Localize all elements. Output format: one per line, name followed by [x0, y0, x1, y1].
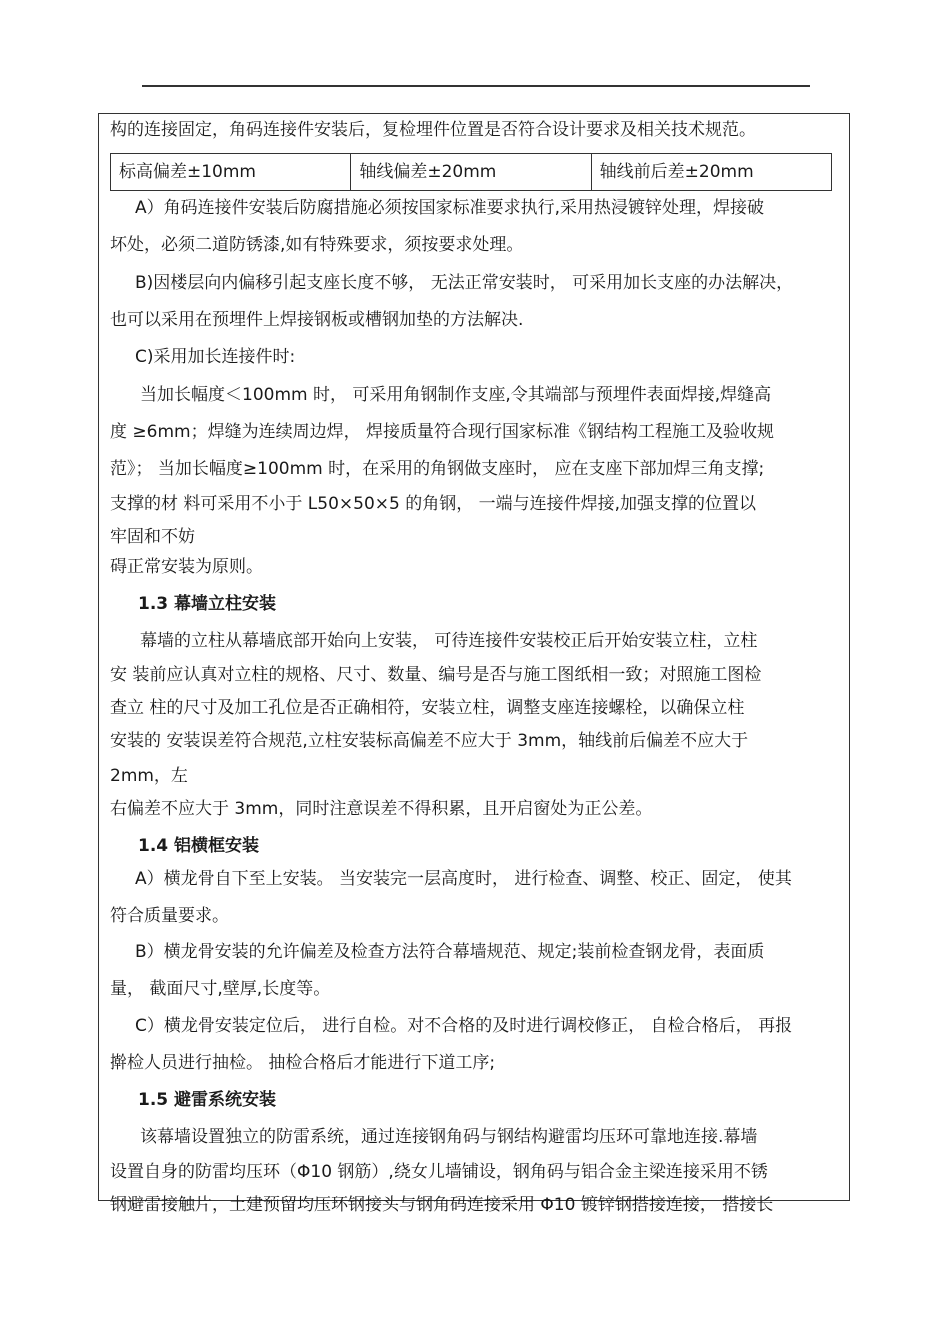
paragraph-line: C)采用加长连接件时:: [135, 347, 296, 367]
section-heading: 1.5 避雷系统安装: [138, 1090, 277, 1110]
paragraph-line: C）横龙骨安装定位后， 进行自检。对不合格的及时进行调校修正， 自检合格后， 再报: [135, 1016, 793, 1036]
section-heading: 1.3 幕墙立柱安装: [138, 594, 277, 614]
paragraph-line: B)因楼层向内偏移引起支座长度不够， 无法正常安装时， 可采用加长支座的办法解决，: [135, 273, 794, 293]
paragraph-line: 安装的 安装误差符合规范,立柱安装标高偏差不应大于 3mm，轴线前后偏差不应大于: [110, 731, 749, 751]
table-cell-elevation: 标高偏差±10mm: [111, 154, 351, 190]
paragraph-line: 量， 截面尺寸,壁厚,长度等。: [110, 979, 331, 999]
paragraph-line: 擀检人员进行抽检。 抽检合格后才能进行下道工序;: [110, 1053, 496, 1073]
section-heading: 1.4 铝横框安装: [138, 836, 260, 856]
paragraph-line: 构的连接固定，角码连接件安装后，复检埋件位置是否符合设计要求及相关技术规范。: [110, 120, 756, 140]
tolerance-table: [110, 153, 832, 191]
paragraph-line: 符合质量要求。: [110, 906, 229, 926]
paragraph-line: 安 装前应认真对立柱的规格、尺寸、数量、编号是否与施工图纸相一致；对照施工图检: [110, 665, 762, 685]
paragraph-line: 当加长幅度＜100mm 时， 可采用角钢制作支座,令其端部与预埋件表面焊接,焊缝高: [140, 385, 772, 405]
paragraph-line: A）角码连接件安装后防腐措施必须按国家标准要求执行,采用热浸镀锌处理，焊接破: [135, 198, 765, 218]
header-rule: [142, 85, 810, 87]
table-cell-axis: 轴线偏差±20mm: [351, 154, 591, 190]
paragraph-line: 查立 柱的尺寸及加工孔位是否正确相符，安装立柱，调整支座连接螺栓，以确保立柱: [110, 698, 745, 718]
paragraph-line: 幕墙的立柱从幕墙底部开始向上安装， 可待连接件安装校正后开始安装立柱，立柱: [140, 631, 758, 651]
paragraph-line: 范》； 当加长幅度≥100mm 时，在采用的角钢做支座时， 应在支座下部加焊三角支撑;: [110, 459, 765, 479]
paragraph-line: 碍正常安装为原则。: [110, 557, 263, 577]
paragraph-line: 也可以采用在预埋件上焊接钢板或槽钢加垫的方法解决.: [110, 310, 524, 330]
paragraph-line: 坏处，必须二道防锈漆,如有特殊要求，须按要求处理。: [110, 235, 524, 255]
paragraph-line: 该幕墙设置独立的防雷系统，通过连接钢角码与钢结构避雷均压环可靠地连接.幕墙: [140, 1127, 758, 1147]
paragraph-line: 钢避雷接触片，土建预留均压环钢接头与钢角码连接采用 Φ10 镀锌钢搭接连接， 搭接长: [110, 1195, 774, 1215]
paragraph-line: A）横龙骨自下至上安装。 当安装完一层高度时， 进行检查、调整、校正、固定， 使其: [135, 869, 792, 889]
paragraph-line: B）横龙骨安装的允许偏差及检查方法符合幕墙规范、规定;装前检查钢龙骨，表面质: [135, 942, 765, 962]
paragraph-line: 度 ≥6mm；焊缝为连续周边焊， 焊接质量符合现行国家标准《钢结构工程施工及验收规: [110, 422, 774, 442]
paragraph-line: 设置自身的防雷均压环（Φ10 钢筋）,绕女儿墙铺设，钢角码与铝合金主梁连接采用不锈: [110, 1162, 768, 1182]
paragraph-line: 支撑的材 料可采用不小于 L50×50×5 的角钢， 一端与连接件焊接,加强支撑的位置以: [110, 494, 757, 514]
paragraph-line: 2mm，左: [110, 766, 188, 786]
paragraph-line: 右偏差不应大于 3mm，同时注意误差不得积累，且开启窗处为正公差。: [110, 799, 653, 819]
paragraph-line: 牢固和不妨: [110, 527, 195, 547]
table-cell-axis-front-back: 轴线前后差±20mm: [599, 162, 754, 182]
